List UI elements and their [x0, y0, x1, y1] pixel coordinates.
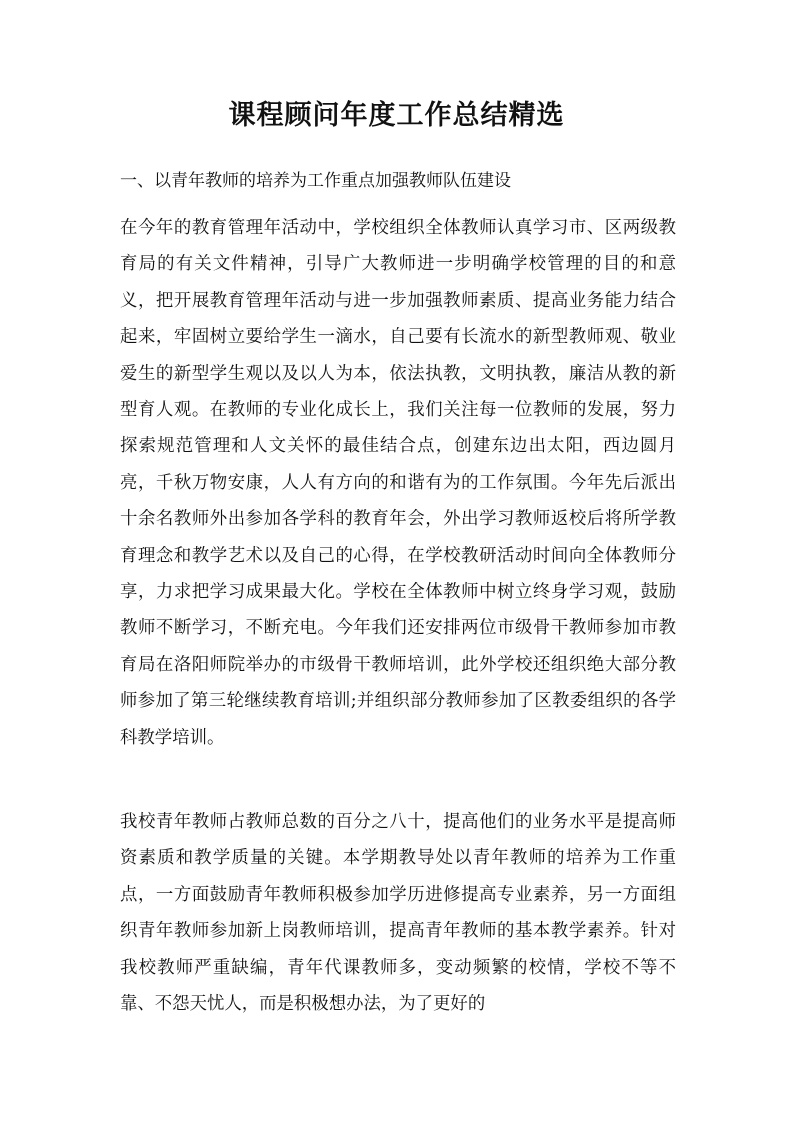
body-paragraph-2: 我校青年教师占教师总数的百分之八十，提高他们的业务水平是提高师资素质和教学质量的关键。本学期教导处以青年教师的培养为工作重点，一方面鼓励青年教师积极参加学历进修提高专业素养，另一方面组织青年教师参加新上岗教师培训，提高青年教师的基本教学素养。针对我校教师严重缺编，青年代课教师多，变动频繁的校情，学校不等不靠、不怨天忧人，而是积极想办法，为了更好的	[120, 812, 676, 1015]
body-paragraph-1: 在今年的教育管理年活动中，学校组织全体教师认真学习市、区两级教育局的有关文件精神，引导广大教师进一步明确学校管理的目的和意义，把开展教育管理年活动与进一步加强教师素质、提高业务能力结合起来，牢固树立要给学生一滴水，自己要有长流水的新型教师观、敬业爱生的新型学生观以及以人为本，依法执教，文明执教，廉洁从教的新型育人观。在教师的专业化成长上，我们关注每一位教师的发展，努力探索规范管理和人文关怀的最佳结合点，创建东边出太阳，西边圆月亮，千秋万物安康，人人有方向的和谐有为的工作氛围。今年先后派出十余名教师外出参加各学科的教育年会，外出学习教师返校后将所学教育理念和教学艺术以及自己的心得，在学校教研活动时间向全体教师分享，力求把学习成果最大化。学校在全体教师中树立终身学习观，鼓励教师不断学习，不断充电。今年我们还安排两位市级骨干教师参加市教育局在洛阳师院举办的市级骨干教师培训，此外学校还组织绝大部分教师参加了第三轮继续教育培训;并组织部分教师参加了区教委组织的各学科教学培训。	[120, 218, 676, 748]
document-title: 课程顾问年度工作总结精选	[228, 100, 565, 131]
section-heading: 一、以青年教师的培养为工作重点加强教师队伍建设	[120, 171, 511, 191]
